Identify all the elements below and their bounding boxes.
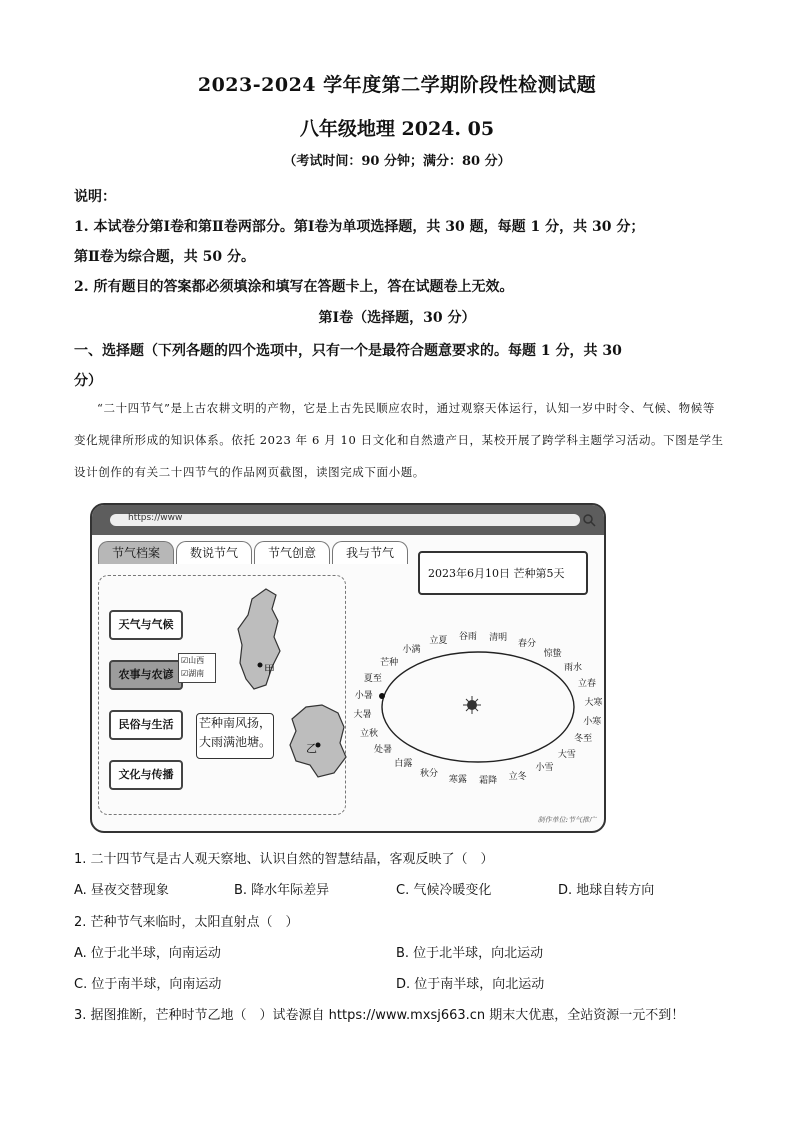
- tab-creative: 节气创意: [254, 541, 330, 564]
- instruction-1-line2: 第Ⅱ卷为综合题，共 50 分。: [74, 249, 256, 265]
- solar-term-label: 寒露: [448, 774, 467, 785]
- solar-term-label: 小雪: [535, 762, 554, 773]
- menu-weather: 天气与气候: [109, 610, 183, 640]
- tab-archive: 节气档案: [98, 541, 174, 564]
- solar-term-label: 处暑: [373, 745, 392, 756]
- solar-term-label: 清明: [489, 633, 508, 644]
- submenu-hunan: ☑湖南: [181, 669, 205, 678]
- proverb-line1: 芒种南风扬，: [198, 716, 271, 730]
- question-2-option-c: C. 位于南半球，向南运动: [74, 977, 222, 992]
- solar-term-label: 雨水: [564, 662, 583, 673]
- date-text: 2023年6月10日 芒种第5天: [428, 567, 565, 580]
- tab-me: 我与节气: [332, 541, 408, 564]
- date-box: [418, 551, 588, 595]
- solar-term-label: 立冬: [508, 771, 527, 782]
- proverb-box: [196, 713, 274, 759]
- exam-info: （考试时间：90 分钟；满分：80 分）: [283, 154, 511, 169]
- proverb-line2: 大雨满池塘。: [198, 735, 271, 749]
- question-2-option-d: D. 位于南半球，向北运动: [396, 977, 545, 992]
- signature-text: 制作单位:节气推广: [537, 816, 596, 824]
- solar-term-label: 夏至: [363, 673, 382, 684]
- place-jia-label: 甲: [264, 663, 275, 676]
- solar-term-label: 冬至: [574, 734, 593, 745]
- solar-term-label: 大寒: [584, 697, 603, 708]
- question-2-option-b: B. 位于北半球，向北运动: [396, 946, 544, 961]
- solar-term-label: 大雪: [557, 750, 576, 761]
- question-1-option-b: B. 降水年际差异: [234, 883, 330, 898]
- question-2-stem: 2. 芒种节气来临时，太阳直射点（ ）: [74, 915, 299, 930]
- url-text: https://www: [128, 513, 183, 523]
- hunan-map: [282, 701, 352, 781]
- solar-term-label: 春分: [518, 638, 537, 649]
- solar-term-label: 秋分: [419, 769, 438, 780]
- passage: “二十四节气”是上古农耕文明的产物，它是上古先民顺应农时，通过观察天体运行，认知一岁中时令、气候、物候等变化规律所形成的知识体系。依托 2023 年 6 月 10 日文化和自然遗产日，某校开展了跨学科主题学习活动。下图是学生设计创作的有关二十四节气的作品网页截图，读图完成下面小题。: [74, 401, 724, 479]
- question-3-stem: 3. 据图推断，芒种时节乙地（ ）试卷源自 https://www.mxsj663.cn 期末大优惠，全站资源一元不到！: [74, 1008, 685, 1023]
- section-heading-line2: 分）: [74, 373, 102, 389]
- solar-term-label: 立夏: [429, 636, 448, 647]
- tab-numbers: 数说节气: [176, 541, 252, 564]
- exam-title: 2023-2024 学年度第二学期阶段性检测试题: [197, 74, 597, 96]
- instruction-1-line1: 1. 本试卷分第Ⅰ卷和第Ⅱ卷两部分。第Ⅰ卷为单项选择题，共 30 题，每题 1 分，共 30 分；: [74, 219, 645, 235]
- section-heading-line1: 一、选择题（下列各题的四个选项中，只有一个是最符合题意要求的。每题 1 分，共 30: [74, 343, 622, 359]
- shanxi-map: [232, 585, 292, 693]
- solar-term-label: 白露: [394, 759, 413, 770]
- question-1-option-d: D. 地球自转方向: [558, 883, 655, 898]
- solar-term-label: 小寒: [583, 716, 602, 727]
- solar-term-label: 立秋: [359, 728, 378, 739]
- solar-terms-webpage-figure: [90, 503, 606, 833]
- solar-term-label: 芒种: [380, 657, 399, 668]
- question-1-stem: 1. 二十四节气是古人观天察地、认识自然的智慧结晶，客观反映了（ ）: [74, 852, 494, 867]
- question-1-option-c: C. 气候冷暖变化: [396, 883, 492, 898]
- submenu-shanxi: ☑山西: [181, 656, 205, 665]
- menu-culture: 文化与传播: [109, 760, 183, 790]
- url-field: [110, 514, 580, 526]
- question-2-option-a: A. 位于北半球，向南运动: [74, 946, 221, 961]
- solar-term-label: 谷雨: [458, 632, 477, 643]
- solar-term-label: 大暑: [353, 710, 372, 721]
- place-yi-label: 乙: [306, 742, 317, 755]
- solar-term-label: 霜降: [479, 775, 498, 786]
- solar-term-label: 惊蛰: [543, 648, 562, 659]
- solar-term-label: 立春: [578, 679, 597, 690]
- solar-term-label: 小暑: [354, 691, 373, 702]
- exam-subtitle: 八年级地理 2024. 05: [299, 118, 495, 140]
- instruction-2: 2. 所有题目的答案都必须填涂和填写在答题卡上，答在试题卷上无效。: [74, 279, 514, 295]
- instructions-label: 说明：: [74, 189, 116, 205]
- browser-address-bar: [92, 505, 604, 535]
- search-icon: [582, 513, 596, 527]
- province-submenu: [178, 653, 216, 683]
- menu-farming: 农事与农谚: [109, 660, 183, 690]
- question-1-option-a: A. 昼夜交替现象: [74, 883, 169, 898]
- menu-folk: 民俗与生活: [109, 710, 183, 740]
- solar-term-label: 小满: [402, 645, 421, 656]
- part1-heading: 第Ⅰ卷（选择题，30 分）: [318, 310, 476, 326]
